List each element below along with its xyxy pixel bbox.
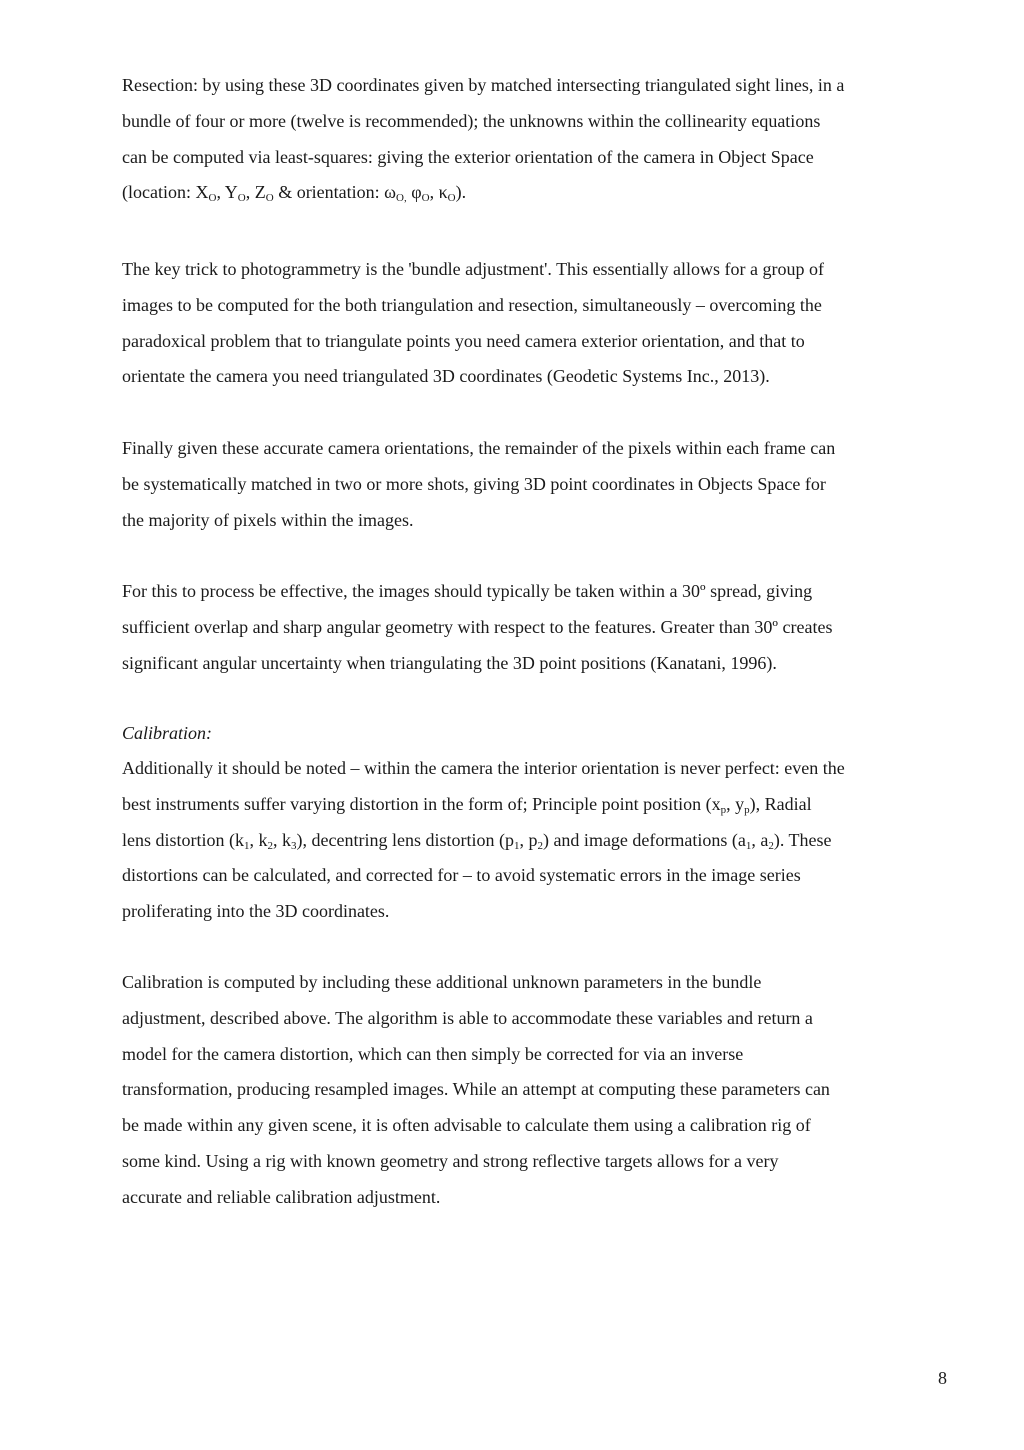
text-line: can be computed via least-squares: giving the exterior orientation of the camera in Object Space bbox=[122, 146, 814, 167]
text-fragment: , y bbox=[726, 793, 745, 814]
text-fragment: φ bbox=[406, 182, 422, 203]
text-fragment: (location: X bbox=[122, 182, 209, 203]
text-fragment: ). These bbox=[773, 829, 832, 850]
text-line: bundle of four or more (twelve is recommended); the unknowns within the collinearity equations bbox=[122, 110, 821, 131]
subscript: 1 bbox=[244, 839, 250, 852]
text-line: be systematically matched in two or more shots, giving 3D point coordinates in Objects Space for bbox=[122, 473, 826, 494]
subscript: p bbox=[744, 803, 750, 816]
subscript: 1 bbox=[745, 839, 752, 852]
text-line: the majority of pixels within the images. bbox=[122, 509, 414, 530]
paragraph-calibration-computation bbox=[122, 965, 951, 1216]
text-line: model for the camera distortion, which can then simply be corrected for via an inverse bbox=[122, 1043, 744, 1064]
text-fragment: , k bbox=[273, 829, 291, 850]
text-line: images to be computed for the both triangulation and resection, simultaneously – overcoming the bbox=[122, 294, 822, 315]
subscript: 1 bbox=[513, 839, 520, 852]
text-line: some kind. Using a rig with known geometry and strong reflective targets allows for a very bbox=[122, 1150, 779, 1171]
text-line: distortions can be calculated, and corrected for – to avoid systematic errors in the image series bbox=[122, 865, 801, 886]
subscript: O bbox=[237, 192, 246, 205]
text-line: For this to process be effective, the images should typically be taken within a 30º spread, giving bbox=[122, 581, 813, 601]
text-line: paradoxical problem that to triangulate points you need camera exterior orientation, and that to bbox=[122, 330, 805, 351]
text-line: Resection: by using these 3D coordinates given by matched intersecting triangulated sight lines, in a bbox=[122, 75, 845, 95]
page-number: 8 bbox=[938, 1368, 947, 1388]
subscript: O, bbox=[396, 192, 407, 205]
subscript: O bbox=[265, 192, 274, 205]
subscript: O bbox=[208, 192, 217, 205]
text-fragment: , κ bbox=[429, 182, 448, 203]
text-line: adjustment, described above. The algorithm is able to accommodate these variables and return a bbox=[122, 1007, 813, 1028]
text-line bbox=[122, 794, 812, 814]
text-fragment: lens distortion (k bbox=[122, 829, 244, 850]
subscript: p bbox=[720, 803, 727, 816]
text-fragment: , Y bbox=[216, 182, 238, 203]
text-line: Additionally it should be noted – within the camera the interior orientation is never perfect: even the bbox=[122, 758, 845, 778]
subscript: 2 bbox=[768, 839, 774, 852]
text-fragment: ), decentring lens distortion (p bbox=[296, 829, 514, 850]
subscript: 3 bbox=[291, 839, 297, 852]
section-heading-calibration: Calibration: bbox=[122, 723, 213, 743]
paragraph-interior-orientation bbox=[122, 751, 951, 930]
text-fragment: best instruments suffer varying distortion in the form of; Principle point position (x bbox=[122, 793, 721, 814]
paragraph-bundle-adjustment bbox=[122, 252, 951, 395]
text-line: significant angular uncertainty when triangulating the 3D point positions (Kanatani, 1996). bbox=[122, 652, 777, 673]
subscript: O bbox=[421, 192, 430, 205]
text-fragment: ) and image deformations (a bbox=[542, 829, 746, 850]
text-fragment: ), Radial bbox=[749, 793, 812, 814]
text-line bbox=[122, 830, 832, 850]
paragraph-resection bbox=[122, 68, 951, 211]
text-line: be made within any given scene, it is often advisable to calculate them using a calibration rig of bbox=[122, 1115, 811, 1136]
text-fragment: , a bbox=[751, 829, 769, 850]
paragraph-spread-angle bbox=[122, 574, 951, 681]
subscript: O bbox=[447, 192, 456, 205]
subscript: 2 bbox=[537, 839, 543, 852]
text-fragment: ). bbox=[455, 182, 467, 203]
text-line-location bbox=[122, 182, 467, 205]
text-line: transformation, producing resampled images. While an attempt at computing these parameters can bbox=[122, 1079, 830, 1100]
text-fragment: , Z bbox=[245, 182, 266, 203]
text-line: The key trick to photogrammetry is the 'bundle adjustment'. This essentially allows for a group of bbox=[122, 259, 825, 279]
subscript: 2 bbox=[267, 839, 273, 852]
text-fragment: , p bbox=[519, 829, 538, 850]
text-line: orientate the camera you need triangulated 3D coordinates (Geodetic Systems Inc., 2013). bbox=[122, 366, 770, 387]
text-line: accurate and reliable calibration adjustment. bbox=[122, 1186, 441, 1207]
text-line: sufficient overlap and sharp angular geometry with respect to the features. Greater than 30º creates bbox=[122, 616, 833, 637]
paragraph-pixel-matching bbox=[122, 431, 951, 538]
text-fragment: , k bbox=[249, 829, 268, 850]
text-line: proliferating into the 3D coordinates. bbox=[122, 901, 390, 922]
text-line: Finally given these accurate camera orientations, the remainder of the pixels within each frame can bbox=[122, 438, 836, 458]
text-fragment: & orientation: ω bbox=[273, 182, 397, 203]
text-line: Calibration is computed by including these additional unknown parameters in the bundle bbox=[122, 972, 762, 992]
